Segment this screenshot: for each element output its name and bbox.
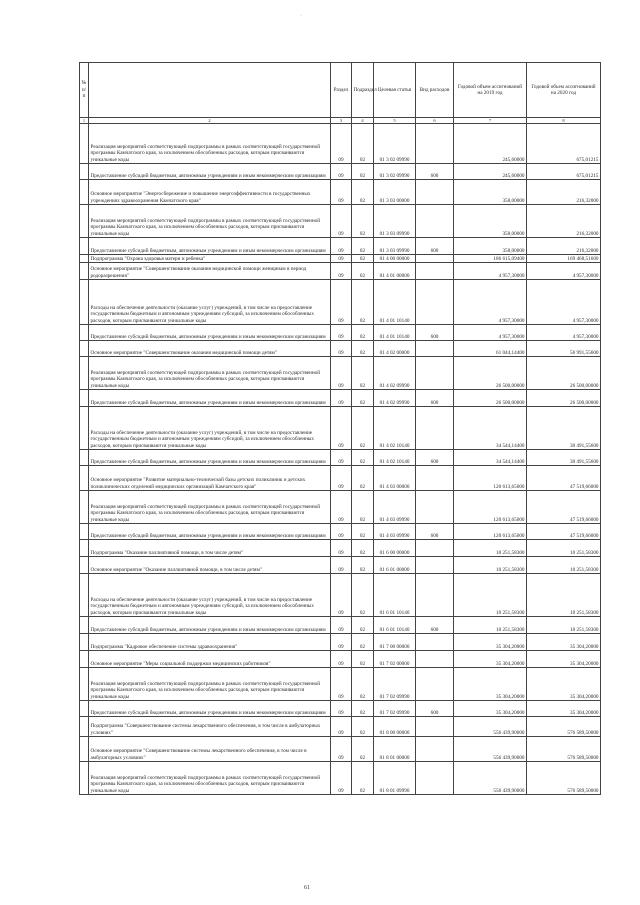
target-article-cell: 01 3 03 09990 — [374, 238, 416, 255]
no-cell — [80, 180, 89, 205]
row-name: Основное мероприятие "Совершенствование оказания медицинской помощи женщинам в период родоразрешения" — [89, 263, 331, 280]
target-article-cell: 01 7 02 00000 — [374, 651, 416, 668]
no-cell — [80, 491, 89, 524]
target-article-cell: 01 4 02 00000 — [374, 341, 416, 357]
no-cell — [80, 164, 89, 180]
no-cell — [80, 557, 89, 574]
podrazdel-cell: 02 — [352, 574, 374, 617]
volume-2020-cell: 47 519,66000 — [527, 491, 601, 524]
razdel-cell: 09 — [331, 407, 352, 450]
no-cell — [80, 124, 89, 164]
podrazdel-cell: 02 — [352, 390, 374, 407]
volume-2020-cell: 26 500,00000 — [527, 390, 601, 407]
volume-2019-cell: 34 544,14400 — [454, 407, 527, 450]
razdel-cell: 09 — [331, 341, 352, 357]
row-name: Расходы на обеспечение деятельности (оказание услуг) учреждений, в том числе на предоставление государственным бюджетным и автономным учреждениям субсидий, за исключением обособленных расходов, которым присваиваются уникальные коды — [89, 280, 331, 325]
target-article-cell: 01 3 03 00000 — [374, 180, 416, 205]
row-name: Предоставление субсидий бюджетным, автономным учреждениям и иным некоммерческим организациям — [89, 701, 331, 717]
target-article-cell: 01 4 03 09990 — [374, 524, 416, 540]
razdel-cell: 09 — [331, 668, 352, 701]
volume-2019-cell: 358,00000 — [454, 205, 527, 238]
row-name: Подпрограмма "Оказание паллиативной помощи, в том числе детям" — [89, 540, 331, 557]
table-row — [80, 263, 601, 280]
razdel-cell: 09 — [331, 263, 352, 280]
table-row — [80, 557, 601, 574]
table-row — [80, 407, 601, 450]
volume-2019-cell: 556 439,90000 — [454, 762, 527, 795]
podrazdel-cell: 02 — [352, 557, 374, 574]
volume-2020-cell: 576 589,50000 — [527, 737, 601, 762]
expense-type-cell: 600 — [416, 238, 454, 255]
volume-2020-cell: 35 304,20000 — [527, 668, 601, 701]
volume-2020-cell: 26 500,00000 — [527, 357, 601, 390]
target-article-cell: 01 3 02 09990 — [374, 164, 416, 180]
razdel-cell: 09 — [331, 164, 352, 180]
no-cell — [80, 574, 89, 617]
razdel-cell: 09 — [331, 238, 352, 255]
expense-type-cell: 600 — [416, 701, 454, 717]
header-expense-type: Вид расходов — [416, 63, 454, 118]
row-name: Реализация мероприятий соответствующей подпрограммы в рамках соответствующей государственной программы Камчатского края, за исключением обособленных расходов, которым присваиваются уникальные коды — [89, 668, 331, 701]
podrazdel-cell: 02 — [352, 737, 374, 762]
podrazdel-cell: 02 — [352, 205, 374, 238]
razdel-cell: 09 — [331, 491, 352, 524]
expense-type-cell: 600 — [416, 450, 454, 466]
table-row — [80, 717, 601, 737]
target-article-cell: 01 6 01 10140 — [374, 574, 416, 617]
table-row — [80, 540, 601, 557]
no-cell — [80, 762, 89, 795]
podrazdel-cell: 02 — [352, 238, 374, 255]
no-cell — [80, 205, 89, 238]
volume-2020-cell: 216,32000 — [527, 180, 601, 205]
volume-2020-cell: 35 304,20000 — [527, 651, 601, 668]
volume-2020-cell: 10 251,58300 — [527, 574, 601, 617]
target-article-cell: 01 6 00 00000 — [374, 540, 416, 557]
expense-type-cell — [416, 491, 454, 524]
volume-2020-cell: 10 251,58300 — [527, 557, 601, 574]
table-row — [80, 205, 601, 238]
expense-type-cell — [416, 651, 454, 668]
razdel-cell: 09 — [331, 357, 352, 390]
no-cell — [80, 341, 89, 357]
no-cell — [80, 717, 89, 737]
budget-table — [79, 62, 601, 795]
row-name: Подпрограмма "Кадровое обеспечение системы здравоохранения" — [89, 634, 331, 651]
volume-2019-cell: 186 615,09400 — [454, 255, 527, 263]
volume-2020-cell: 47 519,66000 — [527, 524, 601, 540]
target-article-cell: 01 6 01 00000 — [374, 557, 416, 574]
expense-type-cell — [416, 634, 454, 651]
no-cell — [80, 737, 89, 762]
table-row — [80, 280, 601, 325]
razdel-cell: 09 — [331, 280, 352, 325]
target-article-cell: 01 4 03 00000 — [374, 466, 416, 491]
table-row — [80, 390, 601, 407]
volume-2020-cell: 35 304,20000 — [527, 701, 601, 717]
razdel-cell: 09 — [331, 255, 352, 263]
expense-type-cell — [416, 466, 454, 491]
target-article-cell: 01 7 02 09990 — [374, 668, 416, 701]
volume-2019-cell: 120 613,65000 — [454, 524, 527, 540]
expense-type-cell — [416, 280, 454, 325]
expense-type-cell — [416, 540, 454, 557]
volume-2019-cell: 35 304,20000 — [454, 668, 527, 701]
volume-2019-cell: 556 439,90000 — [454, 717, 527, 737]
row-name: Реализация мероприятий соответствующей подпрограммы в рамках соответствующей государственной программы Камчатского края, за исключением обособленных расходов, которым присваиваются уникальные коды — [89, 357, 331, 390]
target-article-cell: 01 4 01 00000 — [374, 263, 416, 280]
expense-type-cell — [416, 717, 454, 737]
expense-type-cell — [416, 574, 454, 617]
volume-2019-cell: 245,60000 — [454, 164, 527, 180]
table-row — [80, 762, 601, 795]
volume-2019-cell: 556 439,90000 — [454, 737, 527, 762]
volume-2020-cell: 35 304,20000 — [527, 634, 601, 651]
volume-2020-cell: 216,32000 — [527, 238, 601, 255]
table-row — [80, 180, 601, 205]
podrazdel-cell: 02 — [352, 668, 374, 701]
razdel-cell: 09 — [331, 574, 352, 617]
table-row — [80, 341, 601, 357]
target-article-cell: 01 4 02 09990 — [374, 357, 416, 390]
table-row — [80, 450, 601, 466]
razdel-cell: 09 — [331, 717, 352, 737]
expense-type-cell — [416, 255, 454, 263]
row-name: Предоставление субсидий бюджетным, автономным учреждениям и иным некоммерческим организациям — [89, 450, 331, 466]
razdel-cell: 09 — [331, 737, 352, 762]
target-article-cell: 01 4 02 09990 — [374, 390, 416, 407]
row-name: Подпрограмма "Совершенствование системы лекарственного обеспечения, в том числе в амбулаторных условиях" — [89, 717, 331, 737]
target-article-cell: 01 7 02 09990 — [374, 701, 416, 717]
no-cell — [80, 651, 89, 668]
razdel-cell: 09 — [331, 325, 352, 341]
razdel-cell: 09 — [331, 701, 352, 717]
target-article-cell: 01 8 01 09990 — [374, 762, 416, 795]
no-cell — [80, 390, 89, 407]
row-name: Реализация мероприятий соответствующей подпрограммы в рамках соответствующей государственной программы Камчатского края, за исключением обособленных расходов, которым присваиваются уникальные коды — [89, 762, 331, 795]
no-cell — [80, 280, 89, 325]
expense-type-cell — [416, 341, 454, 357]
row-name: Основное мероприятие "Меры социальной поддержки медицинских работников" — [89, 651, 331, 668]
volume-2020-cell: 675,01215 — [527, 124, 601, 164]
table-row — [80, 124, 601, 164]
expense-type-cell: 600 — [416, 164, 454, 180]
volume-2019-cell: 4 957,30000 — [454, 263, 527, 280]
podrazdel-cell: 02 — [352, 491, 374, 524]
volume-2019-cell: 120 613,65000 — [454, 491, 527, 524]
header-name — [89, 63, 331, 118]
table-row — [80, 574, 601, 617]
row-name: Основное мероприятие "Оказание паллиативной помощи, в том числе детям" — [89, 557, 331, 574]
razdel-cell: 09 — [331, 466, 352, 491]
podrazdel-cell: 02 — [352, 651, 374, 668]
razdel-cell: 09 — [331, 617, 352, 634]
row-name: Предоставление субсидий бюджетным, автономным учреждениям и иным некоммерческим организациям — [89, 390, 331, 407]
row-name: Реализация мероприятий соответствующей подпрограммы в рамках соответствующей государственной программы Камчатского края, за исключением обособленных расходов, которым присваиваются уникальные коды — [89, 124, 331, 164]
podrazdel-cell: 02 — [352, 263, 374, 280]
column-number: 7 — [454, 118, 527, 124]
volume-2020-cell: 4 957,30000 — [527, 280, 601, 325]
razdel-cell: 09 — [331, 124, 352, 164]
volume-2020-cell: 56 991,55600 — [527, 341, 601, 357]
no-cell — [80, 634, 89, 651]
razdel-cell: 09 — [331, 634, 352, 651]
volume-2020-cell: 576 589,50000 — [527, 717, 601, 737]
no-cell — [80, 524, 89, 540]
expense-type-cell — [416, 557, 454, 574]
row-name: Предоставление субсидий бюджетным, автономным учреждениям и иным некоммерческим организациям — [89, 524, 331, 540]
podrazdel-cell: 02 — [352, 524, 374, 540]
podrazdel-cell: 02 — [352, 357, 374, 390]
no-cell — [80, 617, 89, 634]
no-cell — [80, 701, 89, 717]
target-article-cell: 01 4 01 10140 — [374, 325, 416, 341]
target-article-cell: 01 7 00 00000 — [374, 634, 416, 651]
target-article-cell: 01 4 02 10140 — [374, 407, 416, 450]
razdel-cell: 09 — [331, 557, 352, 574]
target-article-cell: 01 4 02 10140 — [374, 450, 416, 466]
volume-2019-cell: 26 500,00000 — [454, 357, 527, 390]
volume-2020-cell: 10 251,58300 — [527, 540, 601, 557]
table-row — [80, 524, 601, 540]
razdel-cell: 09 — [331, 205, 352, 238]
column-number: 6 — [416, 118, 454, 124]
table-row — [80, 701, 601, 717]
header-volume-2020: Годовой объем ассигнований на 2020 год — [527, 63, 601, 118]
table-row — [80, 164, 601, 180]
column-number: 8 — [527, 118, 601, 124]
volume-2019-cell: 61 044,14400 — [454, 341, 527, 357]
table-row — [80, 255, 601, 263]
column-number: 1 — [80, 118, 89, 124]
no-cell — [80, 466, 89, 491]
table-row — [80, 617, 601, 634]
volume-2020-cell: 10 251,58300 — [527, 617, 601, 634]
table-row — [80, 737, 601, 762]
target-article-cell: 01 4 00 00000 — [374, 255, 416, 263]
table-row — [80, 466, 601, 491]
no-cell — [80, 263, 89, 280]
row-name: Предоставление субсидий бюджетным, автономным учреждениям и иным некоммерческим организациям — [89, 617, 331, 634]
row-name: Расходы на обеспечение деятельности (оказание услуг) учреждений, в том числе на предоставление государственным бюджетным и автономным учреждениям субсидий, за исключением обособленных расходов, которым присваиваются уникальные коды — [89, 574, 331, 617]
no-cell — [80, 450, 89, 466]
table-row — [80, 357, 601, 390]
expense-type-cell — [416, 263, 454, 280]
volume-2020-cell: 47 519,66000 — [527, 466, 601, 491]
row-name: Предоставление субсидий бюджетным, автономным учреждениям и иным некоммерческим организациям — [89, 164, 331, 180]
podrazdel-cell: 02 — [352, 164, 374, 180]
volume-2019-cell: 10 251,58300 — [454, 574, 527, 617]
volume-2019-cell: 120 613,65000 — [454, 466, 527, 491]
podrazdel-cell: 02 — [352, 180, 374, 205]
volume-2019-cell: 35 304,20000 — [454, 634, 527, 651]
podrazdel-cell: 02 — [352, 540, 374, 557]
volume-2020-cell: 30 491,55600 — [527, 407, 601, 450]
no-cell — [80, 407, 89, 450]
table-row — [80, 325, 601, 341]
expense-type-cell — [416, 180, 454, 205]
volume-2019-cell: 4 957,30000 — [454, 325, 527, 341]
row-name: Реализация мероприятий соответствующей подпрограммы в рамках соответствующей государственной программы Камчатского края, за исключением обособленных расходов, которым присваиваются уникальные коды — [89, 205, 331, 238]
podrazdel-cell: 02 — [352, 255, 374, 263]
expense-type-cell — [416, 357, 454, 390]
scan-mark: · — [300, 13, 302, 19]
podrazdel-cell: 02 — [352, 450, 374, 466]
column-number: 2 — [89, 118, 331, 124]
razdel-cell: 09 — [331, 651, 352, 668]
no-cell — [80, 357, 89, 390]
razdel-cell: 09 — [331, 180, 352, 205]
volume-2019-cell: 4 957,30000 — [454, 280, 527, 325]
volume-2019-cell: 358,00000 — [454, 180, 527, 205]
row-name: Подпрограмма "Охрана здоровья матери и ребенка" — [89, 255, 331, 263]
expense-type-cell — [416, 407, 454, 450]
volume-2019-cell: 358,00000 — [454, 238, 527, 255]
target-article-cell: 01 8 01 00000 — [374, 737, 416, 762]
volume-2019-cell: 10 251,58300 — [454, 617, 527, 634]
target-article-cell: 01 3 02 09990 — [374, 124, 416, 164]
no-cell — [80, 238, 89, 255]
volume-2019-cell: 10 251,58300 — [454, 540, 527, 557]
podrazdel-cell: 02 — [352, 280, 374, 325]
target-article-cell: 01 4 01 10140 — [374, 280, 416, 325]
table-row — [80, 238, 601, 255]
podrazdel-cell: 02 — [352, 634, 374, 651]
expense-type-cell — [416, 737, 454, 762]
podrazdel-cell: 02 — [352, 762, 374, 795]
volume-2020-cell: 675,01215 — [527, 164, 601, 180]
volume-2019-cell: 10 251,58300 — [454, 557, 527, 574]
no-cell — [80, 540, 89, 557]
volume-2019-cell: 245,60000 — [454, 124, 527, 164]
no-cell — [80, 255, 89, 263]
row-name: Предоставление субсидий бюджетным, автономным учреждениям и иным некоммерческим организациям — [89, 238, 331, 255]
volume-2019-cell: 35 304,20000 — [454, 701, 527, 717]
volume-2020-cell: 169 468,51600 — [527, 255, 601, 263]
target-article-cell: 01 6 01 10140 — [374, 617, 416, 634]
header-razdel: Раздел — [331, 63, 352, 118]
table-row — [80, 668, 601, 701]
podrazdel-cell: 02 — [352, 124, 374, 164]
razdel-cell: 09 — [331, 450, 352, 466]
target-article-cell: 01 4 03 09990 — [374, 491, 416, 524]
row-name: Предоставление субсидий бюджетным, автономным учреждениям и иным некоммерческим организациям — [89, 325, 331, 341]
expense-type-cell — [416, 668, 454, 701]
expense-type-cell: 600 — [416, 325, 454, 341]
expense-type-cell — [416, 762, 454, 795]
row-name: Основное мероприятие "Развитие материально-технической базы детских поликлиник и детских поликлинических отделений медицинских организаций Камчатского края" — [89, 466, 331, 491]
header-podrazdel: Подраздел — [352, 63, 374, 118]
expense-type-cell: 600 — [416, 617, 454, 634]
volume-2020-cell: 4 957,30000 — [527, 325, 601, 341]
volume-2019-cell: 34 544,14400 — [454, 450, 527, 466]
table-row — [80, 634, 601, 651]
volume-2019-cell: 35 304,20000 — [454, 651, 527, 668]
podrazdel-cell: 02 — [352, 617, 374, 634]
header-target-article: Целевая статья — [374, 63, 416, 118]
razdel-cell: 09 — [331, 762, 352, 795]
expense-type-cell: 600 — [416, 390, 454, 407]
volume-2020-cell: 216,32000 — [527, 205, 601, 238]
volume-2020-cell: 4 957,30000 — [527, 263, 601, 280]
row-name: Расходы на обеспечение деятельности (оказание услуг) учреждений, в том числе на предоставление государственным бюджетным и автономным учреждениям субсидий, за исключением обособленных расходов, которым присваиваются уникальные коды — [89, 407, 331, 450]
expense-type-cell: 600 — [416, 524, 454, 540]
podrazdel-cell: 02 — [352, 407, 374, 450]
header-no: № п/п — [80, 63, 89, 118]
podrazdel-cell: 02 — [352, 466, 374, 491]
column-number: 5 — [374, 118, 416, 124]
column-number: 4 — [352, 118, 374, 124]
razdel-cell: 09 — [331, 540, 352, 557]
target-article-cell: 01 3 03 09990 — [374, 205, 416, 238]
expense-type-cell — [416, 205, 454, 238]
row-name: Основное мероприятие "Совершенствование оказания медицинской помощи детям" — [89, 341, 331, 357]
razdel-cell: 09 — [331, 524, 352, 540]
podrazdel-cell: 02 — [352, 325, 374, 341]
target-article-cell: 01 8 00 00000 — [374, 717, 416, 737]
no-cell — [80, 668, 89, 701]
row-name: Реализация мероприятий соответствующей подпрограммы в рамках соответствующей государственной программы Камчатского края, за исключением обособленных расходов, которым присваиваются уникальные коды — [89, 491, 331, 524]
razdel-cell: 09 — [331, 390, 352, 407]
expense-type-cell — [416, 124, 454, 164]
podrazdel-cell: 02 — [352, 341, 374, 357]
header-row — [80, 63, 601, 118]
podrazdel-cell: 02 — [352, 701, 374, 717]
table-body — [80, 124, 601, 795]
podrazdel-cell: 02 — [352, 717, 374, 737]
volume-2020-cell: 576 589,50000 — [527, 762, 601, 795]
page-number: 61 — [304, 885, 310, 891]
header-volume-2019: Годовой объем ассигнований на 2019 год — [454, 63, 527, 118]
table-row — [80, 491, 601, 524]
no-cell — [80, 325, 89, 341]
volume-2019-cell: 26 500,00000 — [454, 390, 527, 407]
table-row — [80, 651, 601, 668]
row-name: Основное мероприятие "Совершенствование системы лекарственного обеспечения, в том числе в амбулаторных условиях" — [89, 737, 331, 762]
row-name: Основное мероприятие "Энергосбережение и повышение энергоэффективности в государственных учреждениях здравоохранения Камчатского края" — [89, 180, 331, 205]
column-number: 3 — [331, 118, 352, 124]
volume-2020-cell: 30 491,55600 — [527, 450, 601, 466]
